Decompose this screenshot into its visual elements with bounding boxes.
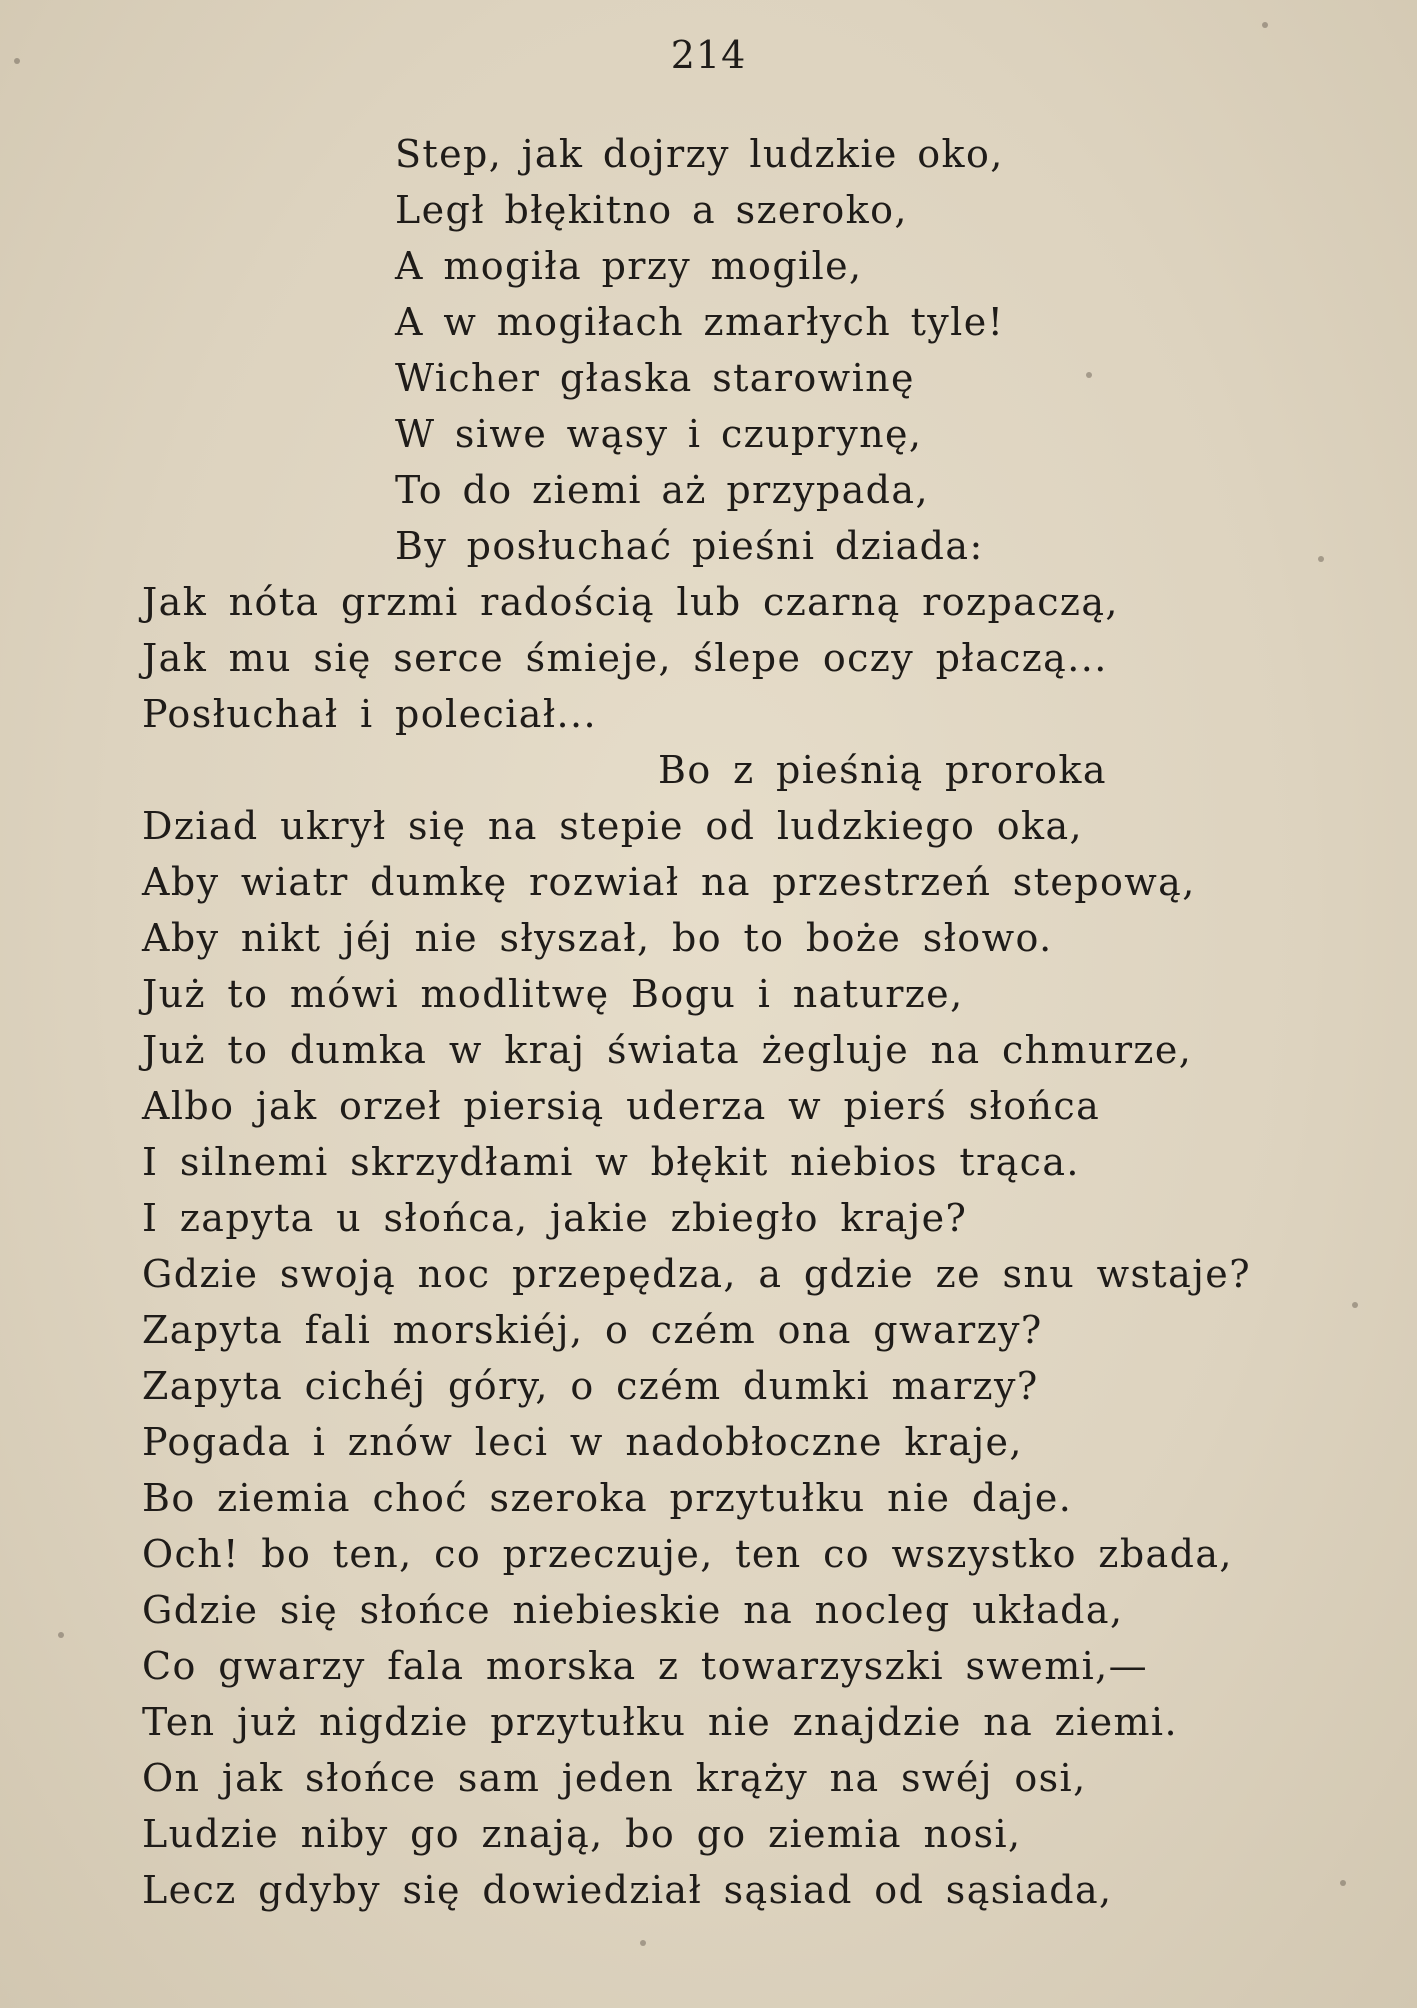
paper-speck <box>1318 556 1324 562</box>
poem-line: Pogada i znów leci w nadobłoczne kraje, <box>142 1420 1023 1464</box>
poem-line: Gdzie swoją noc przepędza, a gdzie ze snu wstaje? <box>142 1252 1251 1296</box>
poem-line-indented: Bo z pieśnią proroka <box>658 748 1107 792</box>
poem-stanza-2 <box>142 574 1251 1918</box>
poem-line: Posłuchał i poleciał... <box>142 692 597 736</box>
poem-line: Gdzie się słońce niebieskie na nocleg układa, <box>142 1588 1124 1632</box>
poem-line: Ludzie niby go znają, bo go ziemia nosi, <box>142 1812 1022 1856</box>
poem-stanza-1 <box>395 126 1004 574</box>
paper-speck <box>640 1940 646 1946</box>
poem-line: I zapyta u słońca, jakie zbiegło kraje? <box>142 1196 968 1240</box>
poem-line: Aby wiatr dumkę rozwiał na przestrzeń stepową, <box>142 860 1196 904</box>
poem-line: Lecz gdyby się dowiedział sąsiad od sąsiada, <box>142 1868 1113 1912</box>
paper-speck <box>1352 1302 1358 1308</box>
paper-speck <box>14 58 20 64</box>
paper-speck <box>1086 372 1092 378</box>
poem-line: By posłuchać pieśni dziada: <box>395 524 984 568</box>
poem-line: Co gwarzy fala morska z towarzyszki swemi,— <box>142 1644 1149 1688</box>
poem-line: Wicher głaska starowinę <box>395 356 915 400</box>
poem-line: Och! bo ten, co przeczuje, ten co wszystko zbada, <box>142 1532 1233 1576</box>
poem-line: Dziad ukrył się na stepie od ludzkiego oka, <box>142 804 1084 848</box>
poem-line: Już to dumka w kraj świata żegluje na chmurze, <box>142 1028 1193 1072</box>
poem-line: Zapyta cichéj góry, o czém dumki marzy? <box>142 1364 1039 1408</box>
poem-line: Bo ziemia choć szeroka przytułku nie daje. <box>142 1476 1073 1520</box>
poem-line: I silnemi skrzydłami w błękit niebios trąca. <box>142 1140 1080 1184</box>
poem-line: Jak nóta grzmi radością lub czarną rozpaczą, <box>142 580 1119 624</box>
paper-speck <box>58 1632 64 1638</box>
poem-line: Zapyta fali morskiéj, o czém ona gwarzy? <box>142 1308 1043 1352</box>
poem-line: Już to mówi modlitwę Bogu i naturze, <box>142 972 964 1016</box>
poem-line: Albo jak orzeł piersią uderza w pierś słońca <box>142 1084 1101 1128</box>
poem-line: A mogiła przy mogile, <box>395 244 863 288</box>
poem-line: Ten już nigdzie przytułku nie znajdzie na ziemi. <box>142 1700 1178 1744</box>
page-number: 214 <box>670 33 747 77</box>
poem-line: Legł błękitno a szeroko, <box>395 188 908 232</box>
poem-line: Jak mu się serce śmieje, ślepe oczy płaczą... <box>142 636 1108 680</box>
poem-line: On jak słońce sam jeden krąży na swéj osi, <box>142 1756 1087 1800</box>
poem-line: Step, jak dojrzy ludzkie oko, <box>395 132 1004 176</box>
poem-line: W siwe wąsy i czuprynę, <box>395 412 923 456</box>
paper-speck <box>1262 22 1268 28</box>
paper-speck <box>1340 1880 1346 1886</box>
poem-line: Aby nikt jéj nie słyszał, bo to boże słowo. <box>142 916 1053 960</box>
poem-line: A w mogiłach zmarłych tyle! <box>395 300 1005 344</box>
poem-line: To do ziemi aż przypada, <box>395 468 929 512</box>
